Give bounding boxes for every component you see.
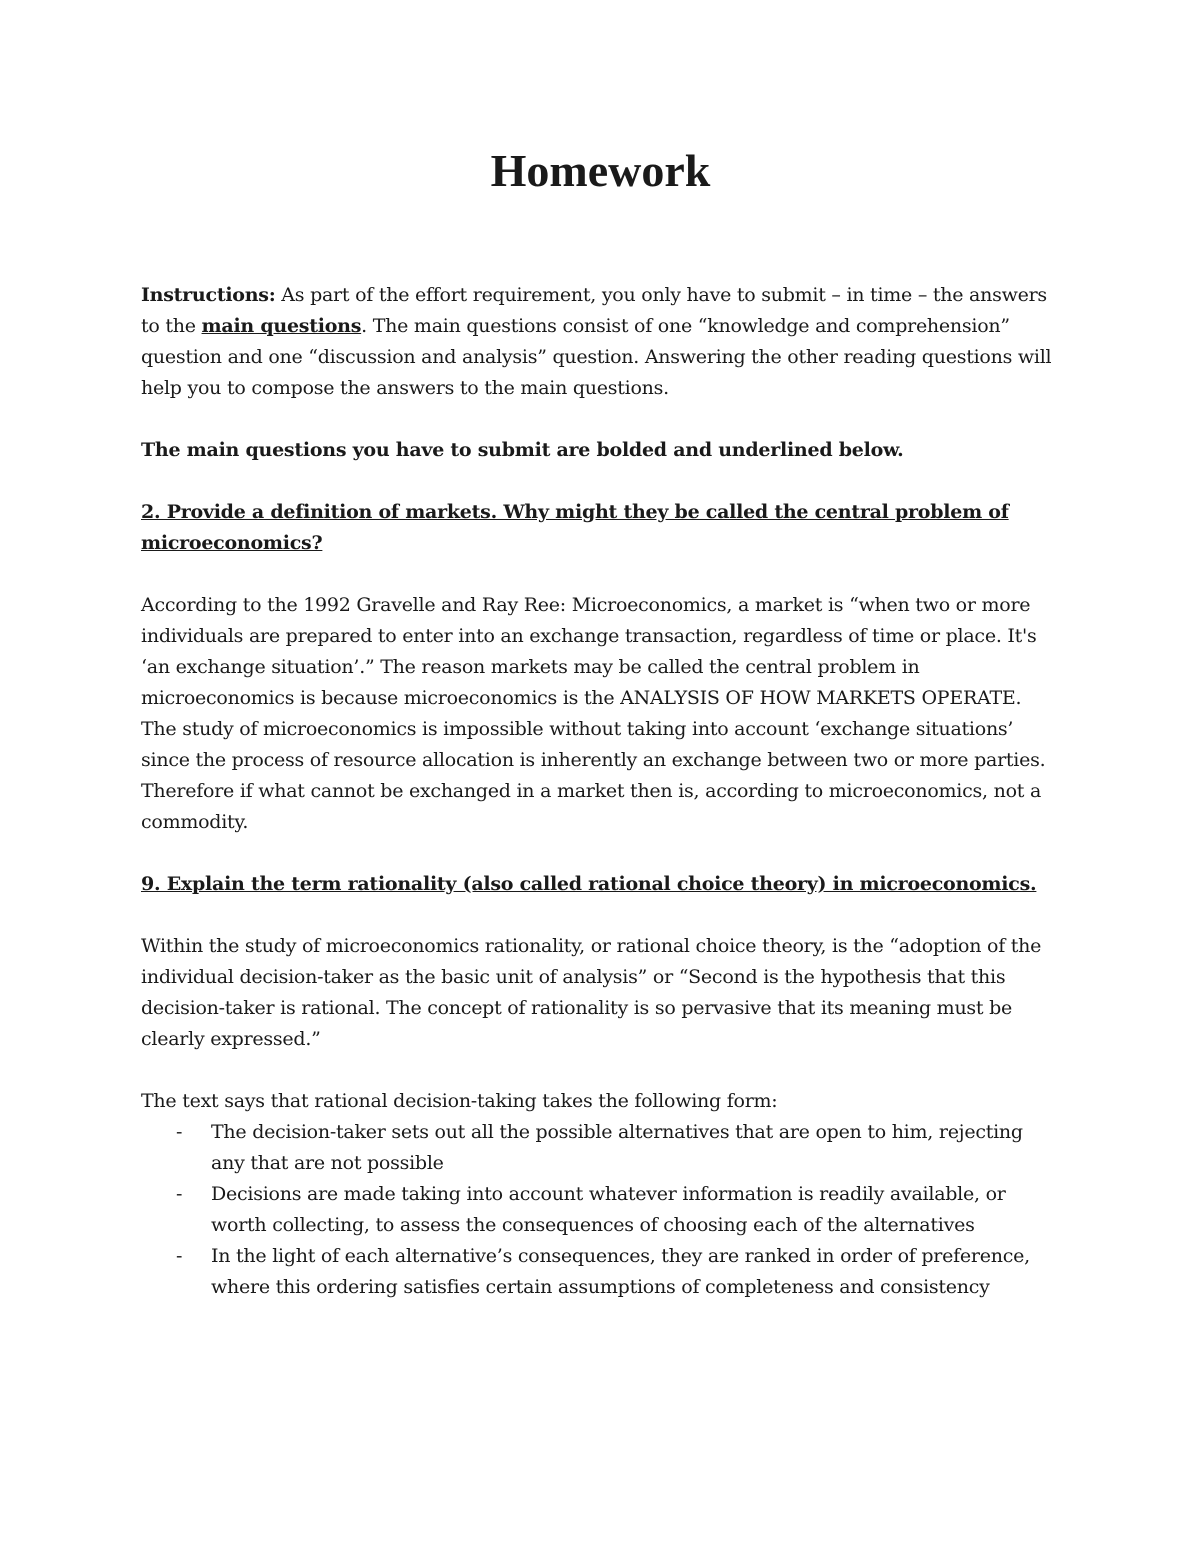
- instructions-paragraph: [141, 280, 1060, 404]
- rational-decision-list: [141, 1117, 1060, 1303]
- spacer: [141, 466, 1060, 497]
- instructions-label: Instructions:: [141, 284, 276, 306]
- list-item-text: The decision-taker sets out all the possible alternatives that are open to him, rejecting any that are not possible: [211, 1121, 1023, 1174]
- instructions-text-1: As part of the effort requirement, you only have to submit – in time – the answers to the: [141, 284, 1047, 337]
- spacer: [141, 900, 1060, 931]
- spacer: [141, 559, 1060, 590]
- question-2-heading: 2. Provide a definition of markets. Why might they be called the central problem of microeconomics?: [141, 501, 1009, 554]
- list-item: [141, 1179, 1060, 1241]
- question-9-answer: Within the study of microeconomics rationality, or rational choice theory, is the “adoption of the individual decision-taker as the basic unit of analysis” or “Second is the hypothesis that this decision-taker is rational. The concept of rationality is so pervasive that its meaning must be clearly expressed.”: [141, 935, 1042, 1050]
- spacer: [141, 1055, 1060, 1086]
- list-item-text: In the light of each alternative’s consequences, they are ranked in order of preference, where this ordering satisfies certain assumptions of completeness and consistency: [211, 1245, 1030, 1298]
- list-intro: The text says that rational decision-taking takes the following form:: [141, 1090, 778, 1112]
- spacer: [141, 404, 1060, 435]
- question-9-heading: 9. Explain the term rationality (also called rational choice theory) in microeconomics.: [141, 873, 1037, 895]
- page-title: Homework: [490, 145, 711, 196]
- dash-bullet: -: [176, 1183, 183, 1205]
- main-questions-emphasis: main questions: [201, 315, 362, 337]
- question-2-answer: According to the 1992 Gravelle and Ray Ree: Microeconomics, a market is “when two or more individuals are prepared to enter into an exchange transaction, regardless of time or place. It's ‘an exchange situation’.” The reason markets may be called the central problem in microeconomics is because microeconomics is the ANALYSIS OF HOW MARKETS OPERATE. The study of microeconomics is impossible without taking into account ‘exchange situations’ since the process of resource allocation is inherently an exchange between two or more parties. Therefore if what cannot be exchanged in a market then is, according to microeconomics, not a commodity.: [141, 594, 1046, 833]
- list-item-text: Decisions are made taking into account whatever information is readily available, or worth collecting, to assess the consequences of choosing each of the alternatives: [211, 1183, 1006, 1236]
- main-questions-notice: The main questions you have to submit are bolded and underlined below.: [141, 439, 904, 461]
- dash-bullet: -: [176, 1121, 183, 1143]
- dash-bullet: -: [176, 1245, 183, 1267]
- list-item: [141, 1241, 1060, 1303]
- instructions-text-2: . The main questions consist of one “knowledge and comprehension” question and one “discussion and analysis” question. Answering the other reading questions will help you to compose the answers to the main questions.: [141, 315, 1052, 399]
- spacer: [141, 838, 1060, 869]
- list-item: [141, 1117, 1060, 1179]
